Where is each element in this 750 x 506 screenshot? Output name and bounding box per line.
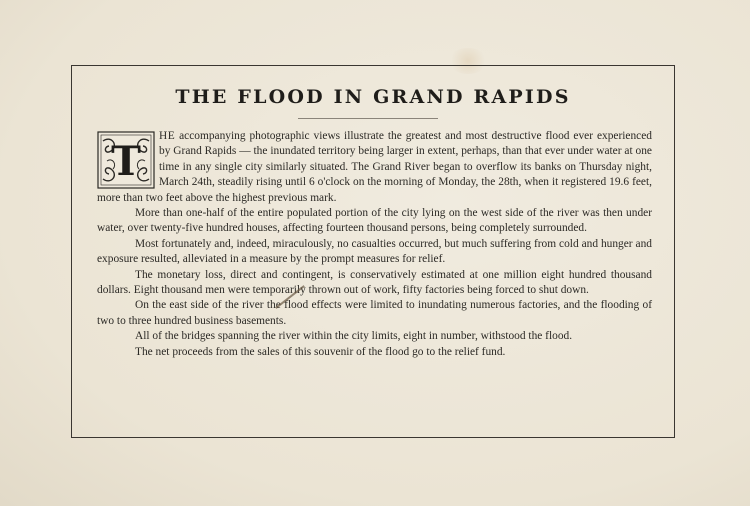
ornamental-dropcap-icon	[97, 131, 155, 189]
paragraph-7: The net proceeds from the sales of this souvenir of the flood go to the relief fund.	[135, 345, 506, 358]
paragraph-2: More than one-half of the entire populated portion of the city lying on the west side of the river was then under water, over twenty-five hundred houses, affecting fourteen thousand persons, being completely surrounded.	[97, 207, 652, 235]
body-text	[97, 129, 652, 360]
paragraph-1	[97, 129, 652, 206]
paragraph-5: On the east side of the river the flood effects were limited to inundating numerous factories, and the flooding of two to three hundred business basements.	[97, 299, 652, 327]
paragraph-4: The monetary loss, direct and contingent, is conservatively estimated at one million eight hundred thousand dollars. Eight thousand men were temporarily thrown out of work, fifty factories being forced to shut down.	[97, 268, 652, 297]
page-title: THE FLOOD IN GRAND RAPIDS	[175, 86, 571, 108]
title-rule	[298, 118, 438, 119]
paragraph-3: Most fortunately and, indeed, miraculously, no casualties occurred, but much suffering from cold and hunger and exposure resulted, alleviated in a measure by the prompt measures for relief.	[97, 237, 652, 266]
paragraph-1-text: accompanying photographic views illustrate the greatest and most destructive flood ever experienced by Grand Rapids — the inundated territory being larger in extent, perhaps, than that ever under water at one time in any single city similarly situated. The Grand River began to overflow its banks on Thursday night, March 24th, steadily rising until 6 o'clock on the morning of Monday, the 28th, when it registered 19.6 feet, more than two feet above the highest previous mark.	[97, 130, 652, 204]
first-word-rest: HE	[159, 130, 176, 142]
dropcap-letter: T	[111, 138, 141, 185]
paragraph-6: All of the bridges spanning the river within the city limits, eight in number, withstood the flood.	[135, 330, 573, 343]
